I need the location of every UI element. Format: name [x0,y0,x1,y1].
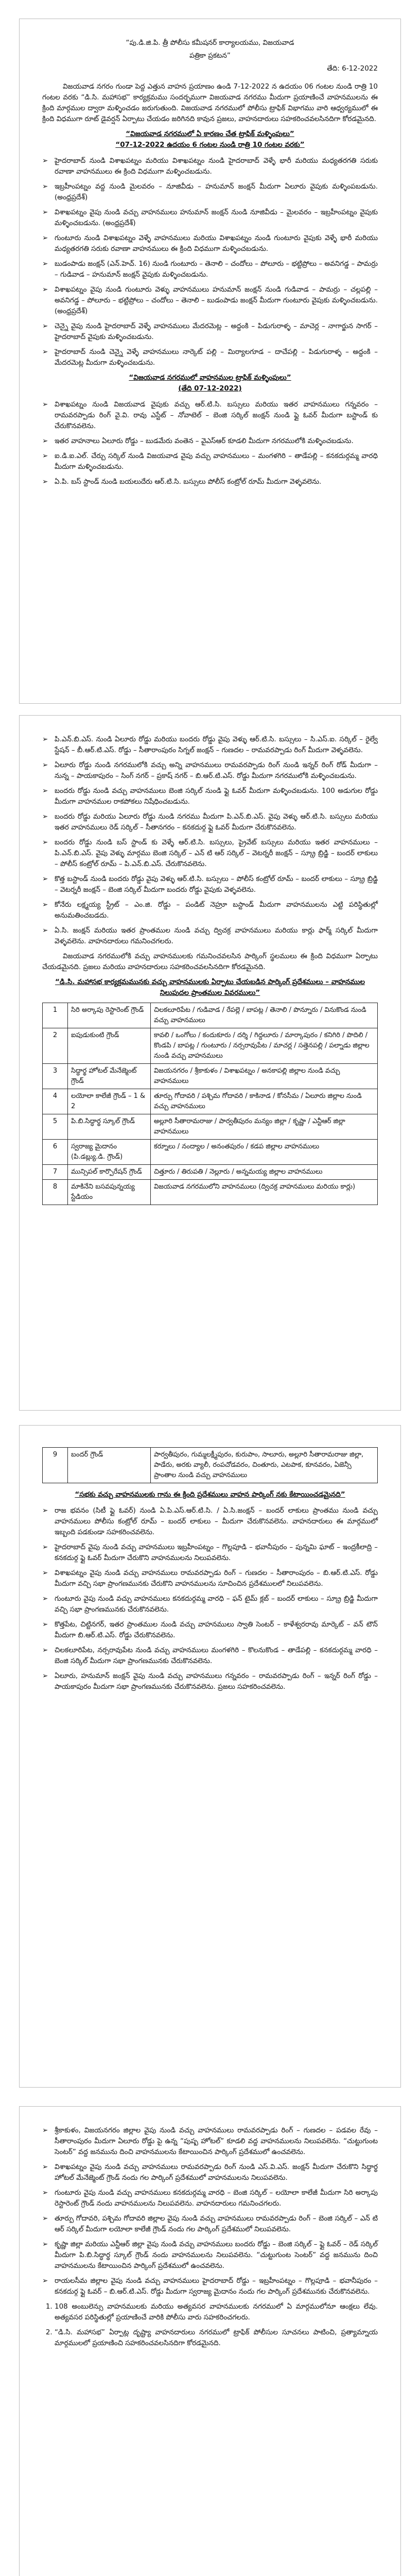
bullet-item: ➢ ఏలూరు, హనుమాన్ జంక్షన్ వైపు నుండి వచ్చు వాహనములు గన్నవరం – రామవరప్పాడు రింగ్ – ఇన్నర్ రింగ్ రోడ్డు – పాయకాపురం మీదుగా సభా ప్రాంగణమునకు చేరుకొనవలెను. ప్రజలు సహకరించవలెను. [42,1671,378,1692]
document-header-org: “పు.డి.జి.పి. త్రీ పోలీసు కమీషనర్ కార్యాలయము, విజయవాడ [126,39,294,47]
table-cell-number: 8 [43,1180,68,1205]
bullet-item: ➢ విశాఖపట్నం వైపు నుండి వచ్చు వాహనములు రామవరప్పాడు రింగ్ – గుణదల – సీతారాంపురం – బి.ఆర్.టి.ఎస్. రోడ్డు మీదుగా వచ్చి సభా ప్రాంగణమునకు చేరుకొని వాహనములను సూచించిన ప్రదేశములలో నిలుపవలెను. [42,1568,378,1589]
table-row [43,1003,378,1028]
parking-table [42,1003,378,1205]
bullet-item: ➢ పి.ఎన్.బి.ఎస్. నుండి ఏలూరు రోడ్డు మరియు బందరు రోడ్డు వైపు వెళ్ళు ఆర్.టి.సి. బస్సులు – సి.ఎస్.ఐ. సర్కిల్ – రైల్వే స్టేషన్ – బీ.ఆర్.టి.ఎస్. రోడ్డు – సీతారాంపురం సిగ్నల్ జంక్షన్ – గుణదల – రామవరప్పాడు రింగ్ మీదుగా వెళ్ళవలెను. [42,734,378,756]
table-cell-number: 3 [43,1064,68,1089]
bullet-list [42,1505,378,1692]
bullet-item: ➢ విశాఖపట్నం వైపు నుండి వచ్చు వాహనములు హనుమాన్ జంక్షన్ నుండి నూజివీడు – మైలవరం – ఇబ్రహీంపట్నం వైపుకు మళ్ళించబడును. (అంధ్రప్రదేశ్) [42,207,378,229]
bullet-list [42,399,378,487]
bullet-item: ➢ బందరు రోడ్డు మరియు ఏలూరు రోడ్డు నుండి నగరము మీదుగా పి.ఎన్.బి.ఎస్. వైపు వెళ్ళు ఆర్.టి.సి. బస్సులు మరియు ఇతర వాహనములు రెడ్ సర్కిల్ – సీతానగరం – కనకదుర్గ ఫ్లై ఓవర్ మీదుగా చేరుకొనవలెను. [42,811,378,833]
bullet-item: ➢ ఏ.పి. బస్ స్టాండ్ నుండి బయలుదేరు ఆర్.టి.సి. బస్సులు పోలీస్ కంట్రోల్ రూమ్ మీదుగా వెళ్ళవలెను. [42,477,378,487]
document-page-2 [19,715,401,1411]
bullet-item: ➢ శ్రీకాకుళం, విజయనగరం జిల్లాల వైపు నుండి వచ్చు వాహనములు రామవరప్పాడు రింగ్ – గుణదల – పడవల రేవు – సీతారాంపురం మీదుగా ఏలూరు రోడ్డు పై ఉన్న “పుష్ప హోటల్” కూడలి వద్ద వాహనములను నిలుపవలెను. “చుట్టుగుంట సెంటర్” వద్ద జనమును దించి వాహనములను కేటాయించిన పార్కింగ్ ప్రదేశములో ఉంచవలెను. [42,2125,378,2158]
bullet-item: ➢ బందరు రోడ్డు నుండి బస్ స్టాండ్ కు వెళ్ళే ఆర్.టి.సి. బస్సులు, ప్రైవేట్ బస్సులు మరియు ఇతర వాహనములు – పి.ఎన్.బి.ఎస్. వైపు వెళ్ళు మార్గము బెంజి సర్కిల్ – ఎన్ టి ఆర్ సర్కిల్ – వెటర్నరీ జంక్షన్ – స్క్రూ బ్రిడ్జి – బందర్ లాకులు – పోలీస్ కంట్రోల్ రూమ్ – పి.ఎన్.బి.ఎస్. చేరుకొనవలెను. [42,837,378,870]
table-cell-details: అల్లూరి సీతారామరాజు / పార్వతీపురం మన్యం జిల్లా / కృష్ణా / ఎన్టీఆర్ జిల్లా వాహనములు [151,1114,378,1140]
table-cell-ground: ఐపుడుకుంటి గ్రౌండ్ [68,1028,151,1064]
table-cell-ground: మాకినేని బసవపున్నయ్య స్టేడియం [68,1180,151,1205]
table-cell-details: విజయవాడ నగరములోని వాహనములు (ద్విచక్ర వాహనములు మరియు కార్లు) [151,1180,378,1205]
bullet-item: ➢ రాజ భవనం (సిటీ ఫ్లై ఓవర్) నుండి ఏ.పి.ఎస్.ఆర్.టి.సి. / ఏ.సి.జంక్షన్ – బందర్ లాకులు ప్రాంతము నుండి వచ్చు వాహనములు పోలీసు కంట్రోల్ రూమ్ – బందర్ లాకులు – మీదుగా చేరుకొనవలెను. వాహనదారులు ఈ మార్గములో ఇబ్బంది పడకుండా సహకరించవలెను. [42,1505,378,1538]
table-cell-details: కర్నూలు / నంద్యాల / అనంతపురం / కడప జిల్లాల వాహనములు [151,1140,378,1165]
table-cell-ground: మున్సిపల్ కార్పొరేషన్ గ్రౌండ్ [68,1165,151,1180]
table-row [43,1114,378,1140]
table-cell-number: 1 [43,1003,68,1028]
table-cell-number: 5 [43,1114,68,1140]
table-row [43,1448,378,1483]
document-page-3 [19,1425,401,2088]
body-paragraph: విజయవాడ నగరములోకి వచ్చు వాహనములకు గమనించవలసిన పార్కింగ్ స్థలములు ఈ క్రింది విధముగా ఏర్పాటు చేయడమైనది. ప్రజలు మరియు వాహనదారులు సహకరించవలసినదిగా కోరడమైనది. [42,952,378,971]
bullet-item: ➢ బందరు రోడ్డు నుండి వచ్చు వాహనములు బెంజి సర్కిల్ నుండి ఫ్లై ఓవర్ మీదుగా మళ్ళించబడును. 100 అడుగుల రోడ్డు మీదుగా వాహనముల రాకపోకలు నిషేధించబడును. [42,786,378,807]
bullet-item: ➢ విశాఖపట్నం వైపు నుండి గుంటూరు వెళ్ళు వాహనములు హనుమాన్ జంక్షన్ నుండి గుడివాడ – పామర్రు – చల్లపల్లి – అవనిగడ్డ – పోలూరు – భట్టిప్రోలు – చందోలు – తెనాలి – బుడంపాడు జంక్షన్ మీదుగా గుంటూరు వైపుకు మళ్ళించబడును. (అంధ్రప్రదేశ్) [42,284,378,317]
bullet-item: ➢ విశాఖపట్నం వైపు నుండి వచ్చు వాహనములు రామవరప్పాడు రింగ్ నుండి ఎస్.వి.ఎస్. జంక్షన్ మీదుగా చేరుకొని సిద్ధార్థ హోటల్ మేనేజ్మెంట్ గ్రౌండ్ నందు గల పార్కింగ్ ప్రదేశములో వాహనములను నిలుపవలెను. [42,2162,378,2183]
section-subtitle: (తేది 07-12-2022) [178,384,242,393]
table-cell-details: కావలి / ఒంగోలు / కందుకూరు / దర్శి / గిద్దలూరు / మార్కాపురం / కనిగిరి / పొదిలి / కొండపి / బాపట్ల / గుంటూరు / నర్సరావుపేట / మాచర్ల / సత్తెనపల్లి / పల్నాడు జిల్లాల నుండి వచ్చు వాహనములు [151,1028,378,1064]
bullet-item: ➢ హైదరాబాద్ నుండి చెన్నై వెళ్ళే వాహనములు నార్కెట్ పల్లి – మిర్యాలగూడ – దాచేపల్లి – పిడుగురాళ్ళ – అద్దంకి – మేదరమెట్ల మీదుగా మళ్ళించబడును. [42,347,378,368]
table-cell-details: చిత్తూరు / తిరుపతి / నెల్లూరు / అన్నమయ్య జిల్లాల వాహనములు [151,1165,378,1180]
intro-paragraph: విజయవాడ నగరం గుండా పెద్ద ఎత్తున వాహన ప్రయాణం ఉండి 7-12-2022 న ఉదయం 06 గంటల నుండి రాత్రి 10 గంటల వరకు “డి.సి. మహాసభ” కార్యక్రమము సందర్భముగా విజయవాడ నగరము మీదుగా ప్రయాణించే వాహనములను ఈ క్రింది మార్గముల ద్వారా మళ్ళించడం జరుగుతుంది. విజయవాడ నగరములో పోలీసు ట్రాఫిక్ విభాగము వారి ఆధ్వర్యములో ఈ క్రింది విధముగా రూట్ డైవర్షన్ ఏర్పాటు చేయడం జరిగినది కావున ప్రజలు, వాహనదారులు సహకరించవలసినదిగా కోరడమైనది. [42,82,378,123]
bullet-item: ➢ గుంటూరు నుండి విశాఖపట్నం వెళ్ళే వాహనములు మరియు విశాఖపట్నం నుండి గుంటూరు వైపుకు వెళ్ళే భారీ మరియు మధ్యతరగతి సరుకు రవాణా వాహనములు ఈ క్రింది విధముగా మళ్ళించబడును. [42,233,378,255]
table-cell-ground: పి.బి.సిద్ధార్థ స్కూల్ గ్రౌండ్ [68,1114,151,1140]
table-cell-ground: సిరి అర్కాపు రెస్టారెంట్ గ్రౌండ్ [68,1003,151,1028]
table-cell-ground: స్వరాజ్య మైదానం (పి.డబ్ల్యు.డి. గ్రౌండ్) [68,1140,151,1165]
table-cell-number: 2 [43,1028,68,1064]
bullet-item: ➢ కోనేరు లక్ష్మయ్య స్ట్రీట్ – ఎం.జి. రోడ్డు – పండిట్ నెహ్రూ బస్టాండ్ మీదుగా వాహనములను ఎట్టి పరిస్థితుల్లో అనుమతించబడదు. [42,900,378,921]
bullet-item: ➢ ఇబ్రహీంపట్నం వద్ద నుండి మైలవరం – నూజివీడు – హనుమాన్ జంక్షన్ మీదుగా ఏలూరు వైపుకు మళ్ళింపబడును. (అంధ్రప్రదేశ్) [42,181,378,203]
table-cell-number: 7 [43,1165,68,1180]
section-title: “విజయవాడ నగరములో ఏ కారణం చేత ట్రాఫిక్ మళ్ళింపులు” [126,130,294,138]
bullet-item: ➢ ఏ.సి. జంక్షన్ మరియు ఇతర ప్రాంతముల నుండి వచ్చు ద్విచక్ర వాహనములు మరియు కార్లు ఫార్మ్ సర్కిల్ మీదుగా వెళ్ళవలెను. వాహనదారులు గమనించగలరు. [42,925,378,947]
bullet-list [42,156,378,368]
bullet-item: ➢ కృష్ణా జిల్లా మరియు ఎన్టీఆర్ జిల్లా వైపు నుండి వచ్చు వాహనములు బందరు రోడ్డు – బెంజి సర్కిల్ – ఫ్లై ఓవర్ – రెడ్ సర్కిల్ మీదుగా పి.బి.సిద్ధార్థ స్కూల్ గ్రౌండ్ నందు వాహనములను నిలుపవలెను. “చుట్టుగుంట సెంటర్” వద్ద జనమును దించి వాహనములను కేటాయించిన పార్కింగ్ ప్రదేశములో ఉంచవలెను. [42,2239,378,2272]
bullet-item: ➢ బుడంపాడు జంక్షన్ (ఎన్.హెచ్. 16) నుండి గుంటూరు – తెనాలి – చందోలు – పోలూరు – భట్టిప్రోలు – అవనిగడ్డ – పామర్రు – గుడివాడ – హనుమాన్ జంక్షన్ వైపుకు మళ్ళించబడును. [42,259,378,280]
bullet-list [42,734,378,947]
bullet-item: ➢ గుంటూరు వైపు నుండి వచ్చు వాహనములు కనకదుర్గమ్మ వారధి – ఫన్ టైమ్ క్లబ్ – బందర్ లాకులు – స్క్రూ బ్రిడ్జి మీదుగా వచ్చి సభా ప్రాంగణమునకు చేరుకొనవలెను. [42,1594,378,1615]
bullet-item: ➢ ఏలూరు రోడ్డు నుండి నగరములోకి వచ్చు అన్ని వాహనములు రామవరప్పాడు రింగ్ నుండి ఇన్నర్ రింగ్ రోడ్ మీదుగా – నున్న – పాయకాపురం – సింగ్ నగర్ – ప్రకాష్ నగర్ – బి.ఆర్.టి.ఎస్. రోడ్డు మీదుగా నగరములోకి మళ్ళించబడును. [42,760,378,782]
section-subtitle: “07-12-2022 ఉదయం 6 గంటల నుండి రాత్రి 10 గంటల వరకు” [115,141,305,149]
document-page-4 [19,2106,401,2576]
bullet-item: ➢ కొత్తపేట, చిట్టినగర్, ఇతర ప్రాంతముల నుండి వచ్చు వాహనములు స్వాతి సెంటర్ – కాళేశ్వరరావు మార్కెట్ – వన్ టౌన్ మీదుగా బి.ఆర్.టి.ఎస్. రోడ్డు చేరుకొనవలెను. [42,1619,378,1641]
bullet-item: ➢ విశాఖపట్నం నుండి విజయవాడ వైపుకు వచ్చు ఆర్.టి.సి. బస్సులు మరియు ఇతర వాహనములు గన్నవరం – రామవరప్పాడు రింగ్ వై.వి. రావు ఎస్టేట్ – నోవాటెల్ – బెంజి సర్కిల్ జంక్షన్ నుండి ఫ్లై ఓవర్ మీదుగా బస్టాండ్ కు చేరుకొనవలెను. [42,399,378,432]
note-item: 2. “డి.సి. మహాసభ” ఏర్పాట్ల దృష్ట్యా వాహనదారులు నగరములో ట్రాఫిక్ పోలీసుల సూచనలు పాటించి, ప్రత్యామ్నాయ మార్గములలో ప్రయాణించి సహకరించవలసినదిగా కోరడమైనది. [55,2327,378,2349]
notes-list [42,2301,378,2349]
document-date: తేది: 6-12-2022 [327,64,378,73]
bullet-item: ➢ ఇతర వాహనాలు ఏలూరు రోడ్డు – బుడమేరు వంతెన – వైఎస్ఆర్ కూడలి మీదుగా నగరములోకి మళ్ళించబడును. [42,436,378,447]
document-header-subtitle: పత్రికా ప్రకటన” [189,52,231,60]
table-cell-number: 9 [43,1448,68,1483]
table-cell-ground: లయోలా కాలేజీ గ్రౌండ్ – 1 & 2 [68,1089,151,1114]
table-cell-number: 4 [43,1089,68,1114]
table-cell-ground: సిద్ధార్థ హోటల్ మేనేజ్మెంట్ గ్రౌండ్ [68,1064,151,1089]
bullet-list [42,2125,378,2297]
table-cell-details: తూర్పు గోదావరి / పశ్చిమ గోదావరి / కాకినాడ / కోనసీమ / ఏలూరు జిల్లాల నుండి వచ్చు వాహనములు [151,1089,378,1114]
bullet-item: ➢ గుంటూరు వైపు నుండి వచ్చు వాహనములు కనకదుర్గమ్మ వారధి – బెంజి సర్కిల్ – లయోలా కాలేజీ మీదుగా సిరి అర్కాపు రెస్టారెంట్ గ్రౌండ్ నందు వాహనములను నిలుపవలెను. వాహనదారులు గమనించగలరు. [42,2188,378,2209]
table-row [43,1165,378,1180]
table-row [43,1064,378,1089]
section-title: “విజయవాడ నగరములో వాహనముల ట్రాఫిక్ మళ్ళింపులు” [129,374,291,382]
table-row [43,1028,378,1064]
document-page-1 [19,19,401,704]
bullet-item: ➢ హైదరాబాద్ నుండి విశాఖపట్నం మరియు విశాఖపట్నం నుండి హైదరాబాద్ వెళ్ళే భారీ మరియు మధ్యతరగతి సరుకు రవాణా వాహనములు ఈ క్రింది విధముగా మళ్ళించబడును. [42,156,378,177]
table-row [43,1089,378,1114]
bullet-item: ➢ తూర్పు గోదావరి, పశ్చిమ గోదావరి జిల్లాల వైపు నుండి వచ్చు వాహనములు రామవరప్పాడు రింగ్ – బెంజి సర్కిల్ – ఎన్ టి ఆర్ సర్కిల్ మీదుగా లయోలా కాలేజీ గ్రౌండ్ నందు గల పార్కింగ్ ప్రదేశములో నిలుపవలెను. [42,2213,378,2235]
section-title: “డి.సి. మహాసభ కార్యక్రమమునకు వచ్చు వాహనములకు ఏర్పాటు చేయబడిన పార్కింగ్ ప్రదేశములు – వాహనముల నిలుపుదల ప్రాంతముల వివరములు” [55,978,365,997]
table-row [43,1140,378,1165]
table-cell-details: పార్వతీపురం, గుమ్మలక్ష్మీపురం, కురుపాం, సాలూరు, అల్లూరి సీతారామరాజు జిల్లా, పాడేరు, అరకు వ్యాలీ, రంపచోడవరం, చింతూరు, ఎటపాక, కూనవరం, ఏజెన్సీ ప్రాంతాల నుండి వచ్చు వాహనములు [151,1448,378,1483]
bullet-item: ➢ రాయలసీమ జిల్లాల వైపు నుండి వచ్చు వాహనములు హైదరాబాద్ రోడ్డు – ఇబ్రహీంపట్నం – గొల్లపూడి – భవానీపురం – కనకదుర్గ ఫ్లై ఓవర్ – బి.ఆర్.టి.ఎస్. రోడ్డు మీదుగా స్వరాజ్య మైదానం నందు గల పార్కింగ్ ప్రదేశమునకు చేరుకొనవలెను. [42,2276,378,2297]
bullet-item: ➢ ఐ.డి.ఐ.ఎల్. చేర్చు సర్కిల్ నుండి విజయవాడ వైపు వచ్చు వాహనములు – మంగళగిరి – తాడేపల్లి – కనకదుర్గమ్మ వారధి మీదుగా మళ్ళించబడును. [42,451,378,472]
note-item: 1. 108 అంబులెన్సు వాహనములకు మరియు అత్యవసర వాహనములకు నగరములో ఏ మార్గములోనూ ఆంక్షలు లేవు. అత్యవసర పరిస్థితుల్లో ప్రయాణించే వారికి పోలీసు వారు సహకరించగలరు. [55,2301,378,2323]
bullet-item: ➢ కొత్త బస్టాండ్ నుండి బందరు రోడ్డు వైపు వెళ్ళు ఆర్.టి.సి. బస్సులు – పోలీస్ కంట్రోల్ రూమ్ – బందర్ లాకులు – స్క్రూ బ్రిడ్జి – వెటర్నరీ జంక్షన్ – బెంజి సర్కిల్ మీదుగా బందరు రోడ్డు వైపుకు వెళ్ళవలెను. [42,874,378,895]
table-cell-details: విజయనగరం / శ్రీకాకుళం / విశాఖపట్నం / అనకాపల్లి జిల్లాల నుండి వచ్చు వాహనములు [151,1064,378,1089]
bullet-item: ➢ చెన్నై వైపు నుండి హైదరాబాద్ వెళ్ళే వాహనములు మేదరమెట్ల – అద్దంకి – పిడుగురాళ్ళ – మాచెర్ల – నాగార్జున సాగర్ – హైదరాబాద్ వైపుకు మళ్ళించబడును. [42,321,378,343]
bullet-item: ➢ చిలకలూరిపేట, నర్సరావుపేట నుండి వచ్చు వాహనములు మంగళగిరి – కొలనుకొండ – తాడేపల్లి – కనకదుర్గమ్మ వారధి – బెంజి సర్కిల్ మీదుగా సభా ప్రాంగణమునకు చేరుకొనవలెను. [42,1645,378,1667]
table-cell-details: చిలకలూరిపేట / గుడివాడ / రేపల్లె / బాపట్ల / తెనాలి / పొన్నూరు / వినుకొండ నుండి వచ్చు వాహనములు [151,1003,378,1028]
bullet-item: ➢ హైదరాబాద్ వైపు నుండి వచ్చు వాహనములు ఇబ్రహీంపట్నం – గొల్లపూడి – భవానీపురం – పున్నమి ఘాట్ – ఇంద్రకీలాద్రి – కనకదుర్గ ఫ్లై ఓవర్ మీదుగా చేరుకొని వాహనములను నిలుపవలెను. [42,1542,378,1564]
table-cell-number: 6 [43,1140,68,1165]
table-cell-ground: బందర్ గ్రౌండ్ [68,1448,151,1483]
section-title: “సభకు వచ్చు వాహనములకు గాను ఈ క్రింది ప్రదేశములు వాహన పార్కింగ్ నకు కేటాయించడమైనది” [75,1490,345,1499]
parking-table-continued [42,1447,378,1483]
table-row [43,1180,378,1205]
